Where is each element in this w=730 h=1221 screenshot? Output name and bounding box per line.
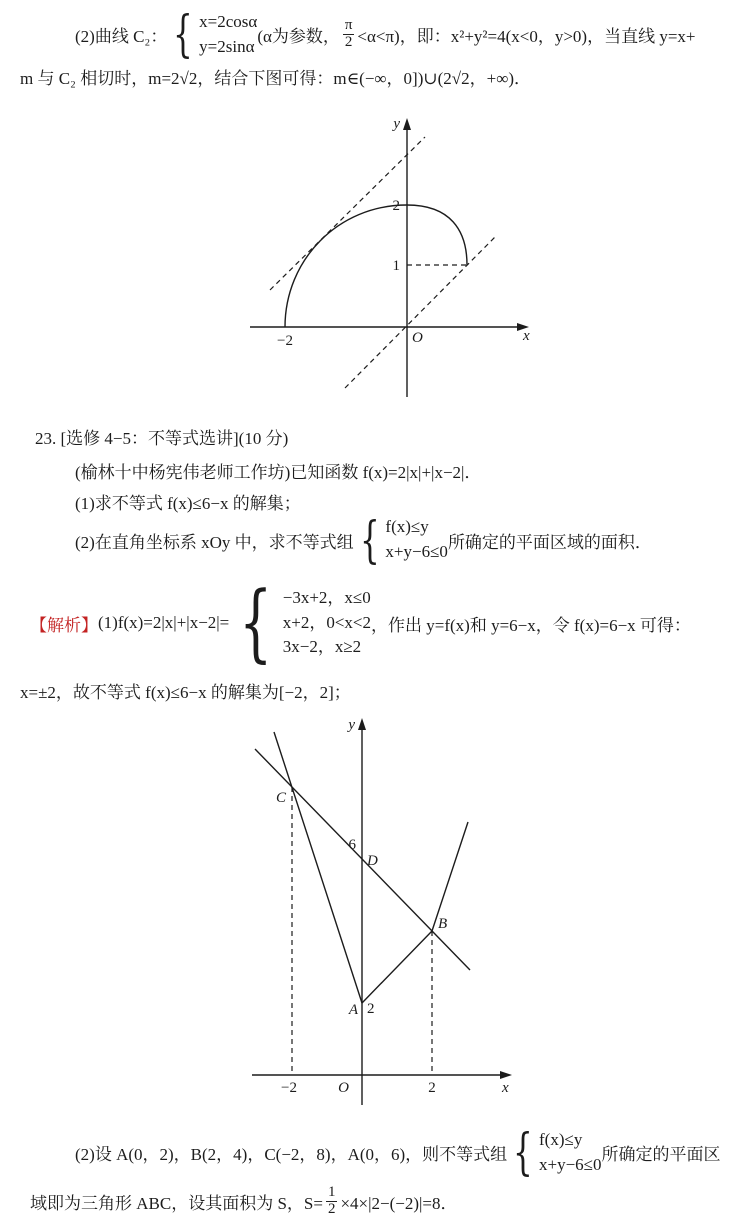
fig1-tick-2: 2 — [392, 198, 400, 214]
analysis-tag: 【解析】 — [30, 615, 98, 635]
figure2-region-graph — [240, 712, 520, 1110]
para1-mid2: <α<π)，即：x²+y²=4(x<0，y>0)，当直线 y=x+ — [357, 27, 696, 47]
fig2-point-C-label: C — [275, 790, 286, 806]
q23-part2 — [75, 512, 652, 568]
fraction-numerator: 1 — [327, 1183, 336, 1200]
system-line1: f(x)≤y — [539, 1129, 583, 1149]
fraction-denominator: 2 — [344, 34, 353, 51]
solution2-line2-prefix: 域即为三角形 ABC，设其面积为 S，S= — [30, 1193, 323, 1213]
fig1-circle-arc — [285, 205, 467, 327]
piecewise-case3: 3x−2，x≥2 — [282, 637, 362, 657]
system-line2: x+y−6≤0 — [385, 542, 448, 561]
fig2-f-left-branch — [274, 732, 362, 1003]
fig2-tick-2: 2 — [428, 1080, 436, 1096]
fig1-origin-line-dashed — [345, 235, 497, 388]
q23-part1: (1)求不等式 f(x)≤6−x 的解集； — [75, 494, 301, 513]
fig1-y-arrow-icon — [403, 118, 411, 130]
solution-s1-suffix: ，作出 y=f(x)和 y=6−x，令 f(x)=6−x 可得： — [371, 615, 691, 635]
q23-heading: 23. [选修 4−5：不等式选讲](10 分) — [35, 429, 289, 448]
piecewise-case1: −3x+2，x≤0 — [282, 588, 371, 608]
q23-part2-suffix: 所确定的平面区域的面积． — [447, 532, 652, 552]
figure1-tangent-circle-graph — [240, 112, 540, 404]
q23-inequality-system — [354, 510, 448, 569]
one-half-fraction — [326, 1185, 338, 1218]
fig1-tangent-line-dashed — [270, 137, 425, 290]
fig2-tick-neg2: −2 — [281, 1080, 297, 1096]
fig1-x-label: x — [523, 328, 530, 344]
fig1-y-label: y — [393, 116, 400, 132]
solution-s1-prefix: (1)f(x)=2|x|+|x−2|= — [98, 613, 230, 632]
left-brace: { — [239, 573, 273, 672]
para1-line2: m 与 C₂ 相切时，m=2√2，结合下图可得：m∈(−∞，0])∪(2√2，+∞)． — [20, 69, 531, 88]
solution2-line2-suffix: ×4×|2−(−2)|=8． — [340, 1193, 458, 1213]
fraction-numerator: π — [344, 17, 353, 34]
fig2-origin-label: O — [338, 1080, 349, 1096]
system-line2: x+y−6≤0 — [539, 1154, 602, 1174]
fig2-point-B-label: B — [438, 916, 448, 932]
case-x: x=2cosα — [199, 12, 258, 31]
fig2-tick-6: 6 — [348, 837, 356, 853]
solution2-inequality-system — [507, 1123, 602, 1181]
fig2-f-right-branch — [432, 822, 468, 931]
parametric-system — [167, 5, 258, 64]
fig2-x-label: x — [502, 1080, 509, 1096]
fig2-y-label: y — [348, 717, 355, 733]
q23-part2-prefix: (2)在直角坐标系 xOy 中，求不等式组 — [75, 532, 354, 552]
fig2-x-arrow-icon — [500, 1071, 512, 1079]
solution2-prefix: (2)设 A(0，2)，B(2，4)，C(−2，8)，A(0，6)，则不等式组 — [75, 1145, 508, 1164]
solution2-suffix: 所确定的平面区 — [601, 1145, 721, 1164]
piecewise-case2: x+2，0<x<2 — [282, 612, 371, 632]
left-brace: { — [173, 5, 194, 64]
fig1-origin-label: O — [412, 330, 423, 346]
solution2-line1 — [75, 1125, 721, 1180]
pi-over-2-fraction — [343, 18, 355, 51]
case-y: y=2sinα — [199, 36, 255, 56]
para1-mid1: (α为参数， — [257, 27, 340, 47]
q23-source-line: (榆林十中杨宪伟老师工作坊)已知函数 f(x)=2|x|+|x−2|． — [75, 463, 482, 482]
fig2-point-A-label: A — [348, 1002, 358, 1018]
left-brace: { — [513, 1123, 533, 1181]
para1-line1 — [75, 5, 696, 64]
solution-line2: x=±2，故不等式 f(x)≤6−x 的解集为[−2，2]； — [20, 683, 351, 702]
fig2-y-arrow-icon — [358, 718, 366, 730]
fraction-denominator: 2 — [327, 1200, 336, 1217]
system-line1: f(x)≤y — [385, 517, 429, 537]
fig2-point-D-label: D — [367, 853, 378, 869]
solution2-line2 — [30, 1182, 458, 1220]
piecewise-definition — [229, 573, 371, 672]
para1-prefix: (2)曲线 C₂： — [75, 27, 168, 47]
left-brace: { — [359, 510, 380, 569]
solution-line1 — [30, 573, 691, 672]
fig1-tick-neg2: −2 — [277, 333, 293, 349]
fig1-tick-1: 1 — [392, 258, 400, 274]
fig2-A-value-2: 2 — [367, 1001, 375, 1017]
fig2-f-middle-branch — [362, 931, 432, 1003]
